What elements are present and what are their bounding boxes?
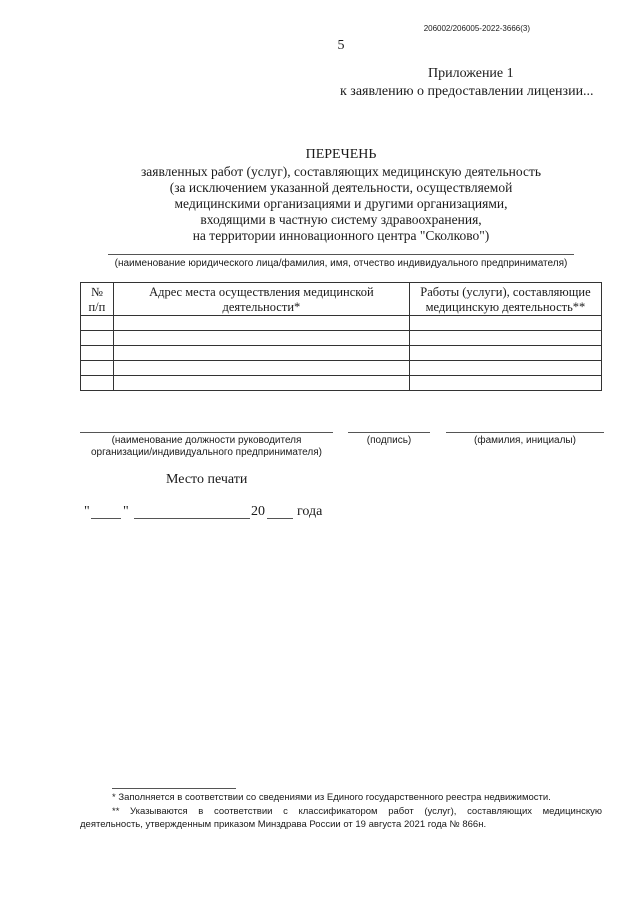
table-cell[interactable] <box>113 316 409 331</box>
header-number: № п/п <box>81 283 114 316</box>
footnote-1: * Заполняется в соответствии со сведениями из Единого государственного реестра недвижимости. <box>112 792 551 803</box>
page-number: 5 <box>337 38 345 53</box>
title-line-5: на территории инновационного центра "Сколково") <box>192 228 490 243</box>
works-table <box>80 282 602 391</box>
header-address: Адрес места осуществления медицинской деятельности* <box>113 283 409 316</box>
entity-name-line[interactable] <box>108 254 574 255</box>
date-year-prefix: 20 <box>251 504 265 519</box>
document-number: 206002/206005-2022-3666(3) <box>423 24 530 33</box>
position-caption: (наименование должности руководителя <box>111 435 302 446</box>
date-day-line[interactable] <box>91 518 121 519</box>
table-cell[interactable] <box>409 346 601 361</box>
header-works: Работы (услуги), составляющие медицинскую деятельность** <box>409 283 601 316</box>
signature-line[interactable] <box>348 432 430 433</box>
table-row <box>81 331 602 346</box>
position-line[interactable] <box>80 432 333 433</box>
table-cell[interactable] <box>409 376 601 391</box>
title-line-1: заявленных работ (услуг), составляющих медицинскую деятельность <box>140 164 542 179</box>
table-cell[interactable] <box>81 376 114 391</box>
date-month-line[interactable] <box>134 518 250 519</box>
title-line-4: входящими в частную систему здравоохранения, <box>200 212 482 227</box>
signature-caption: (подпись) <box>366 435 412 446</box>
table-cell[interactable] <box>113 346 409 361</box>
table-cell[interactable] <box>113 376 409 391</box>
table-cell[interactable] <box>113 331 409 346</box>
table-cell[interactable] <box>81 361 114 376</box>
position-caption-2: организации/индивидуального предпринимателя) <box>91 447 322 458</box>
footnote-2: ** Указываются в соответствии с классификатором работ (услуг), составляющих медицинскую <box>112 806 602 817</box>
date-quote-close: " <box>123 504 129 519</box>
table-cell[interactable] <box>409 361 601 376</box>
table-row <box>81 376 602 391</box>
document-title: ПЕРЕЧЕНЬ <box>305 147 377 162</box>
table-cell[interactable] <box>81 331 114 346</box>
date-quote-open: " <box>84 504 90 519</box>
table-cell[interactable] <box>113 361 409 376</box>
date-year-line[interactable] <box>267 518 293 519</box>
title-line-2: (за исключением указанной деятельности, осуществляемой <box>169 180 513 195</box>
table-cell[interactable] <box>409 316 601 331</box>
date-year-suffix: года <box>297 504 323 519</box>
entity-caption: (наименование юридического лица/фамилия, имя, отчество индивидуального предпринимателя) <box>114 258 568 269</box>
footnote-divider <box>112 788 236 789</box>
table-header-row <box>81 283 602 316</box>
table-cell[interactable] <box>409 331 601 346</box>
table-row <box>81 316 602 331</box>
appendix-label: Приложение 1 <box>428 66 514 81</box>
table-cell[interactable] <box>81 316 114 331</box>
footnote-2-continued: деятельность, утвержденным приказом Минздрава России от 19 августа 2021 года № 866н. <box>80 819 487 830</box>
appendix-subtitle: к заявлению о предоставлении лицензии... <box>340 84 594 99</box>
title-line-3: медицинскими организациями и другими организациями, <box>174 196 508 211</box>
table-row <box>81 346 602 361</box>
stamp-place: Место печати <box>166 472 248 487</box>
name-caption: (фамилия, инициалы) <box>474 435 576 446</box>
table-row <box>81 361 602 376</box>
name-line[interactable] <box>446 432 604 433</box>
table-cell[interactable] <box>81 346 114 361</box>
